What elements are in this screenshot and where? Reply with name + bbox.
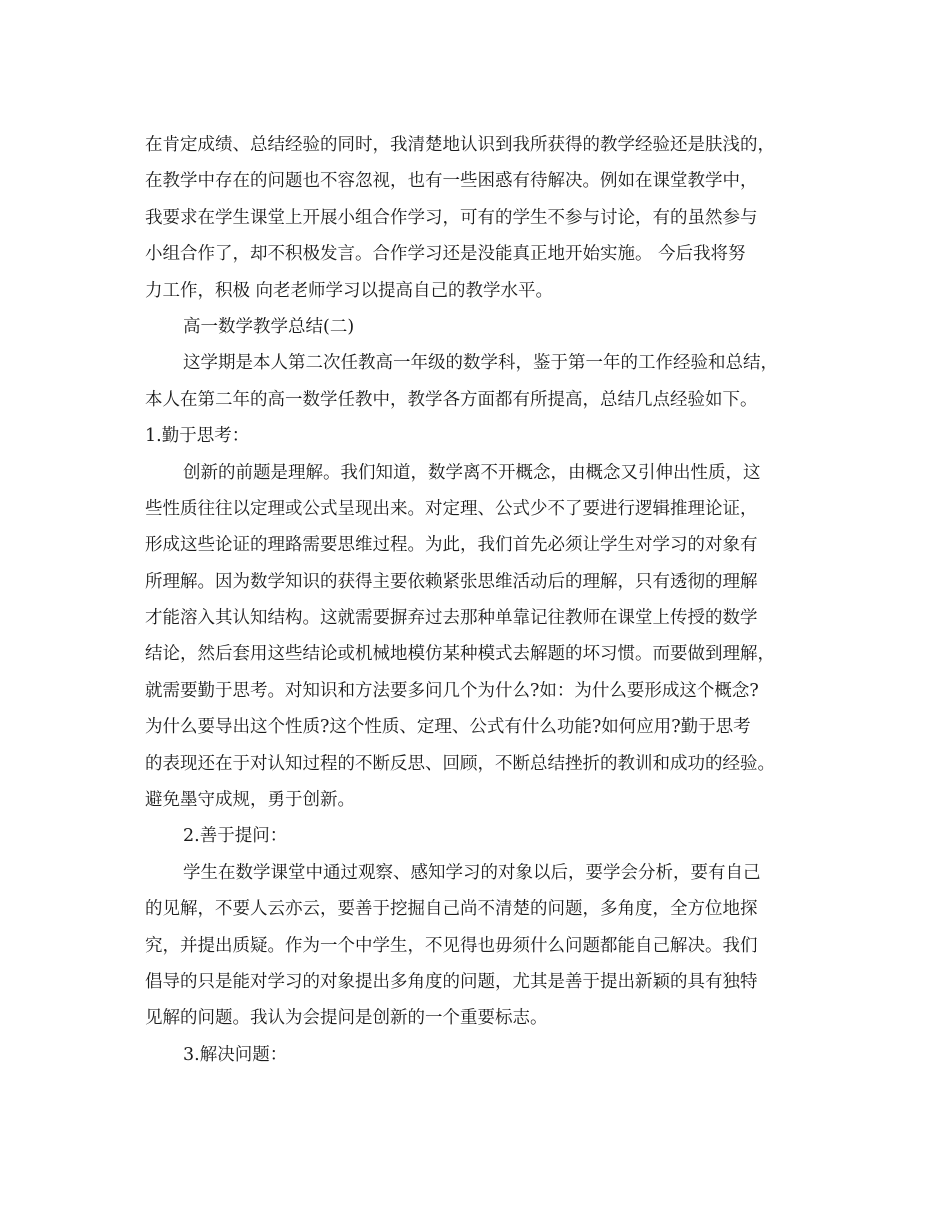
text-line: 的表现还在于对认知过程的不断反思、回顾，不断总结挫折的教训和成功的经验。	[145, 753, 775, 774]
text-line: 倡导的只是能对学习的对象提出多角度的问题，尤其是善于提出新颖的具有独特	[145, 971, 758, 992]
text-line: 见解的问题。我认为会提问是创新的一个重要标志。	[145, 1008, 548, 1029]
text-line: 2.善于提问：	[183, 826, 288, 847]
text-line: 结论，然后套用这些结论或机械地模仿某种模式去解题的坏习惯。而要做到理解，	[145, 644, 775, 665]
text-line: 为什么要导出这个性质?这个性质、定理、公式有什么功能?如何应用?勤于思考	[145, 717, 751, 738]
text-line: 就需要勤于思考。对知识和方法要多问几个为什么?如：为什么要形成这个概念?	[145, 680, 759, 701]
text-line: 在教学中存在的问题也不容忽视，也有一些困惑有待解决。例如在课堂教学中，	[145, 171, 758, 192]
text-line: 避免墨守成规，勇于创新。	[145, 790, 355, 811]
text-line: 3.解决问题：	[183, 1044, 288, 1065]
text-line: 才能溶入其认知结构。这就需要摒弃过去那种单靠记往教师在课堂上传授的数学	[145, 608, 758, 629]
text-line: 些性质往往以定理或公式呈现出来。对定理、公式少不了要进行逻辑推理论证，	[145, 498, 758, 519]
document-body	[145, 127, 810, 1073]
text-line: 本人在第二年的高一数学任教中，教学各方面都有所提高，总结几点经验如下。	[145, 389, 758, 410]
text-line: 小组合作了，却不积极发言。合作学习还是没能真正地开始实施。 今后我将努	[145, 244, 746, 265]
text-line: 究，并提出质疑。作为一个中学生，不见得也毋须什么问题都能自己解决。我们	[145, 935, 758, 956]
text-line: 的见解，不要人云亦云，要善于挖掘自己尚不清楚的问题，多角度，全方位地探	[145, 899, 758, 920]
text-line: 力工作，积极 向老老师学习以提高自己的教学水平。	[145, 280, 554, 301]
text-line: 我要求在学生课堂上开展小组合作学习，可有的学生不参与讨论，有的虽然参与	[145, 207, 758, 228]
text-line: 所理解。因为数学知识的获得主要依赖紧张思维活动后的理解，只有透彻的理解	[145, 571, 758, 592]
text-line: 高一数学教学总结(二)	[183, 316, 355, 337]
text-line: 创新的前题是理解。我们知道，数学离不开概念，由概念又引伸出性质，这	[183, 462, 761, 483]
text-line: 在肯定成绩、总结经验的同时，我清楚地认识到我所获得的教学经验还是肤浅的，	[145, 135, 775, 155]
text-line: 形成这些论证的理路需要思维过程。为此，我们首先必须让学生对学习的对象有	[145, 535, 758, 556]
text-line: 学生在数学课堂中通过观察、感知学习的对象以后，要学会分析，要有自己	[183, 862, 761, 883]
text-line: 这学期是本人第二次任教高一年级的数学科，鉴于第一年的工作经验和总结，	[183, 353, 778, 374]
text-line: 1.勤于思考：	[145, 426, 250, 447]
